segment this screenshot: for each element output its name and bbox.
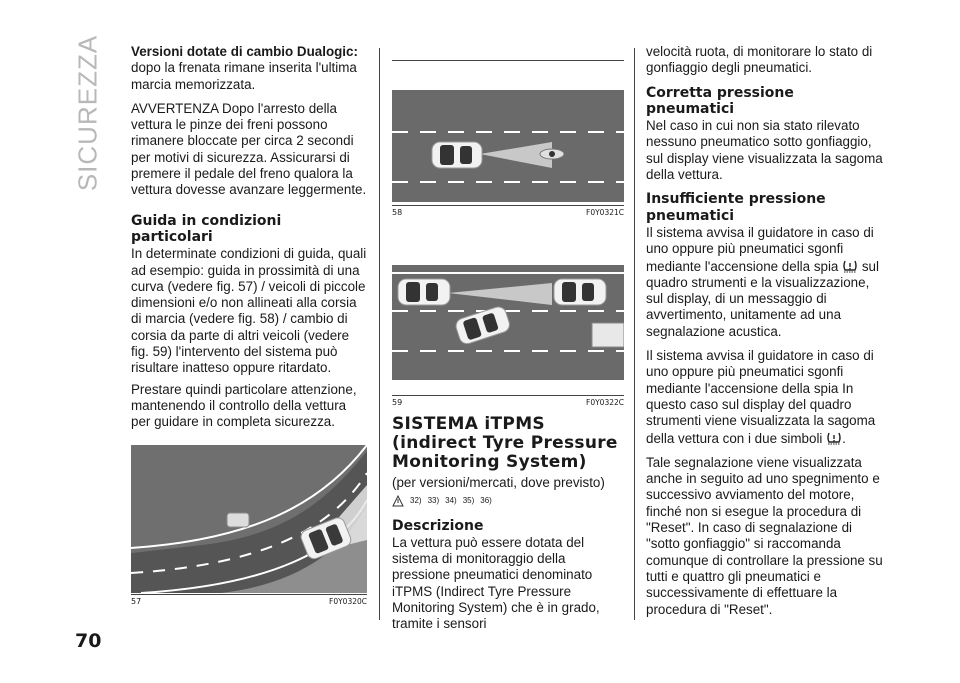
paragraph-correct-pressure: Nel caso in cui non sia stato rilevato nessuno pneumatico sotto gonfiaggio, sul display viene visualizzata la sagoma della vettura. (646, 118, 883, 183)
figure-58-rule (392, 205, 624, 206)
heading-correct-pressure: Corretta pressione pneumatici (646, 84, 794, 117)
figure-57-illustration (131, 445, 367, 593)
figure-59-illustration (392, 265, 624, 380)
heading-description: Descrizione (392, 517, 484, 534)
figure-58 (392, 90, 624, 202)
paragraph-warning: AVVERTENZA Dopo l'arresto della vettura le pinze dei freni possono rimanere bloccate per circa 2 secondi per motivi di sicurezza. Assicurarsi di premere il pedale del freno qualora la vettura dovesse avanzare leggermente. (131, 100, 367, 198)
dualogic-heading: Versioni dotate di cambio Dualogic: (131, 44, 358, 59)
itpms-title: SISTEMA iTPMS (indirect Tyre Pressure Monitoring System) (392, 414, 618, 472)
figure-59-number: 59 (392, 398, 403, 407)
paragraph-attention: Prestare quindi particolare attenzione, mantenendo il controllo della vettura per guidare in completa sicurezza. (131, 381, 357, 430)
figure-57-code: F0Y0320C (329, 597, 367, 606)
page-number: 70 (75, 630, 102, 652)
figure-57-rule (131, 594, 367, 595)
column-2 (392, 415, 624, 641)
figure-59 (392, 265, 624, 380)
figure-58-illustration (392, 90, 624, 202)
paragraph-low-pressure-2 (646, 348, 884, 447)
column-1 (131, 44, 367, 439)
heading-low-pressure: Insufficiente pressione pneumatici (646, 191, 826, 224)
itpms-subtitle: (per versioni/mercati, dove previsto) (392, 475, 605, 490)
reference-notes (392, 493, 624, 509)
low-pressure-text-b: sul quadro strumenti e la visualizzazione, sul display, di un messaggio di avvertimento, unitamente ad una segnalazione acustica. (646, 258, 879, 339)
paragraph-description: La vettura può essere dotata del sistema di monitoraggio della pressione pneumatici denominato iTPMS (Indirect Tyre Pressure Monitoring System) che è in grado, tramite i sensori (392, 534, 600, 632)
tyre-pressure-symbol-icon (826, 430, 842, 446)
figure-58-number: 58 (392, 208, 403, 217)
ref-36: 36) (480, 496, 492, 506)
section-tab (72, 34, 103, 191)
paragraph-speed: velocità ruota, di monitorare lo stato di gonfiaggio degli pneumatici. (646, 44, 873, 76)
low-pressure-2-text-b: . (842, 430, 846, 446)
figure-59-rule (392, 395, 624, 396)
ref-34: 34) (445, 496, 457, 506)
figure-59-code: F0Y0322C (586, 398, 624, 407)
warning-triangle-icon (392, 495, 404, 507)
figure-57 (131, 445, 367, 593)
paragraph-dualogic (131, 44, 367, 93)
ref-35: 35) (462, 496, 475, 506)
ref-32: 32) (410, 496, 422, 506)
tyre-pressure-warning-icon (842, 258, 858, 274)
column-separator-2 (634, 48, 635, 620)
dualogic-text: dopo la frenata rimane inserita l'ultima marcia memorizzata. (131, 60, 357, 92)
paragraph-special-conditions: In determinate condizioni di guida, quali ad esempio: guida in prossimità di una curva (vedere fig. 57) / veicoli di piccole dimensioni e/o non allineati alla corsia di marcia (vedere fig. 58) / cambio di corsia da parte di altri veicoli (vedere fig. 59) l'intervento del sistema può risultare inatteso oppure ritardato. (131, 246, 367, 376)
low-pressure-2-text-a: Il sistema avvisa il guidatore in caso di uno oppure più pneumatici sgonfi mediante l'accensione della spia In questo caso sul display del quadro strumenti viene visualizzata la sagoma della vettura con i due simboli (646, 348, 876, 446)
ref-33: 33) (427, 496, 440, 506)
figure-58-top-rule (392, 60, 624, 61)
low-pressure-text-a: Il sistema avvisa il guidatore in caso di uno oppure più pneumatici sgonfi mediante l'accensione della spia (646, 224, 874, 274)
figure-58-code: F0Y0321C (586, 208, 624, 217)
column-separator-1 (379, 48, 380, 620)
column-3 (646, 44, 884, 626)
heading-special-conditions: Guida in condizioni particolari (131, 212, 282, 245)
figure-57-number: 57 (131, 597, 142, 606)
paragraph-reset: Tale segnalazione viene visualizzata anche in seguito ad uno spegnimento e successivo avviamento del motore, finché non si esegue la procedura di "Reset". In caso di segnalazione di "sotto gonfiaggio" si raccomanda comunque di controllare la pressione su tutti e quattro gli pneumatici e successivamente di effettuare la procedura di "Reset". (646, 454, 883, 617)
section-tab-label: SICUREZZA (72, 34, 103, 191)
paragraph-low-pressure-1 (646, 225, 884, 340)
